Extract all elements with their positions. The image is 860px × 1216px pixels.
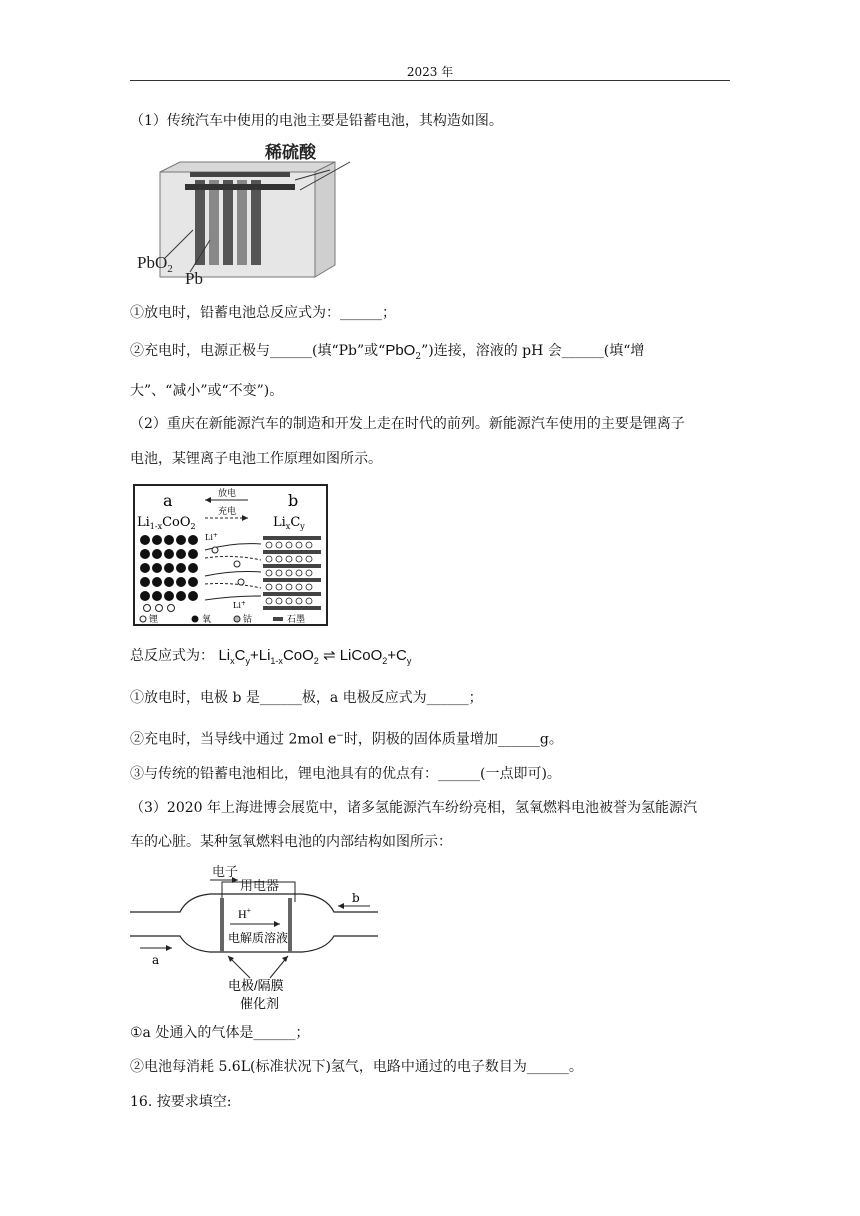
- q3-intro-line1: （3）2020 年上海进博会展览中，诸多氢能源汽车纷纷亮相，氢氧燃料电池被誉为氢能源汽: [130, 800, 697, 816]
- membrane-label: 电极/隔膜: [228, 978, 284, 993]
- header-rule: [130, 80, 730, 81]
- q2-intro-line1: （2）重庆在新能源汽车的制造和开发上走在时代的前列。新能源汽车使用的主要是锂离子: [130, 416, 685, 432]
- electron-label: 电子: [212, 864, 239, 879]
- legend-lithium: 锂: [149, 615, 159, 625]
- q2-intro-line2: 电池，某锂离子电池工作原理如图所示。: [130, 451, 382, 467]
- label-pbo2: PbO$_2$: [137, 253, 173, 275]
- q2-total-equation: 总反应式为： $Li_xC_y+Li_{1-x}CoO_2$ ⇌ $LiCoO_2+C_y$: [130, 647, 412, 666]
- q1-item1: ①放电时，铅蓄电池总反应式为：______；: [130, 305, 396, 321]
- lead-acid-battery-figure: [135, 140, 375, 290]
- electrolyte-label: 电解质溶液: [228, 931, 289, 945]
- right-electrode-formula: $Li_xC_y$: [273, 515, 305, 531]
- electrode-a-label: a: [163, 491, 173, 510]
- q2-item2: ②充电时，当导线中通过 2mol e−时，阴极的固体质量增加______g。: [130, 730, 563, 748]
- legend-graphite: 石墨: [287, 615, 306, 625]
- q1-intro: （1）传统汽车中使用的电池主要是铅蓄电池，其构造如图。: [130, 113, 503, 129]
- li-ion-label-2: Li+: [233, 600, 246, 610]
- electrode-b-label: b: [288, 491, 299, 510]
- appliance-label: 用电器: [240, 878, 280, 893]
- q2-item3: ③与传统的铅蓄电池相比，锂电池具有的优点有：______(一点即可)。: [130, 766, 561, 782]
- inlet-a-label: a: [152, 953, 160, 967]
- legend-oxygen: 氧: [202, 615, 212, 625]
- catalyst-label: 催化剂: [240, 996, 280, 1010]
- fuel-cell-figure: [130, 860, 380, 1010]
- q3-item2: ②电池每消耗 5.6L(标准状况下)氢气，电路中通过的电子数目为______。: [130, 1059, 583, 1075]
- left-electrode-formula: $Li_{1-x}CoO_2$: [137, 515, 196, 531]
- label-pb: Pb: [185, 269, 203, 288]
- li-ion-label-1: Li+: [205, 532, 218, 542]
- charge-label: 充电: [218, 507, 237, 517]
- q3-intro-line2: 车的心脏。某种氢氧燃料电池的内部结构如图所示：: [130, 834, 452, 850]
- q1-item2-cont: 大”、“减小”或“不变”)。: [130, 383, 284, 399]
- q16-heading: 16. 按要求填空:: [130, 1094, 232, 1110]
- discharge-label: 放电: [218, 489, 237, 499]
- q1-item2: ②充电时，电源正极与______(填“Pb”或“PbO$_2$”)连接，溶液的 pH 会______(填“增: [130, 342, 645, 362]
- inlet-b-label: b: [352, 891, 360, 905]
- label-dilute-sulfuric-acid: 稀硫酸: [265, 143, 316, 162]
- q2-item1: ①放电时，电极 b 是______极，a 电极反应式为______；: [130, 690, 483, 706]
- lithium-ion-battery-figure: [133, 484, 328, 626]
- page-header: 2023 年: [406, 65, 454, 79]
- h-plus-label: H+: [238, 906, 252, 921]
- legend-cobalt: 钴: [243, 615, 253, 625]
- q3-item1: ①a 处通入的气体是______；: [130, 1025, 310, 1041]
